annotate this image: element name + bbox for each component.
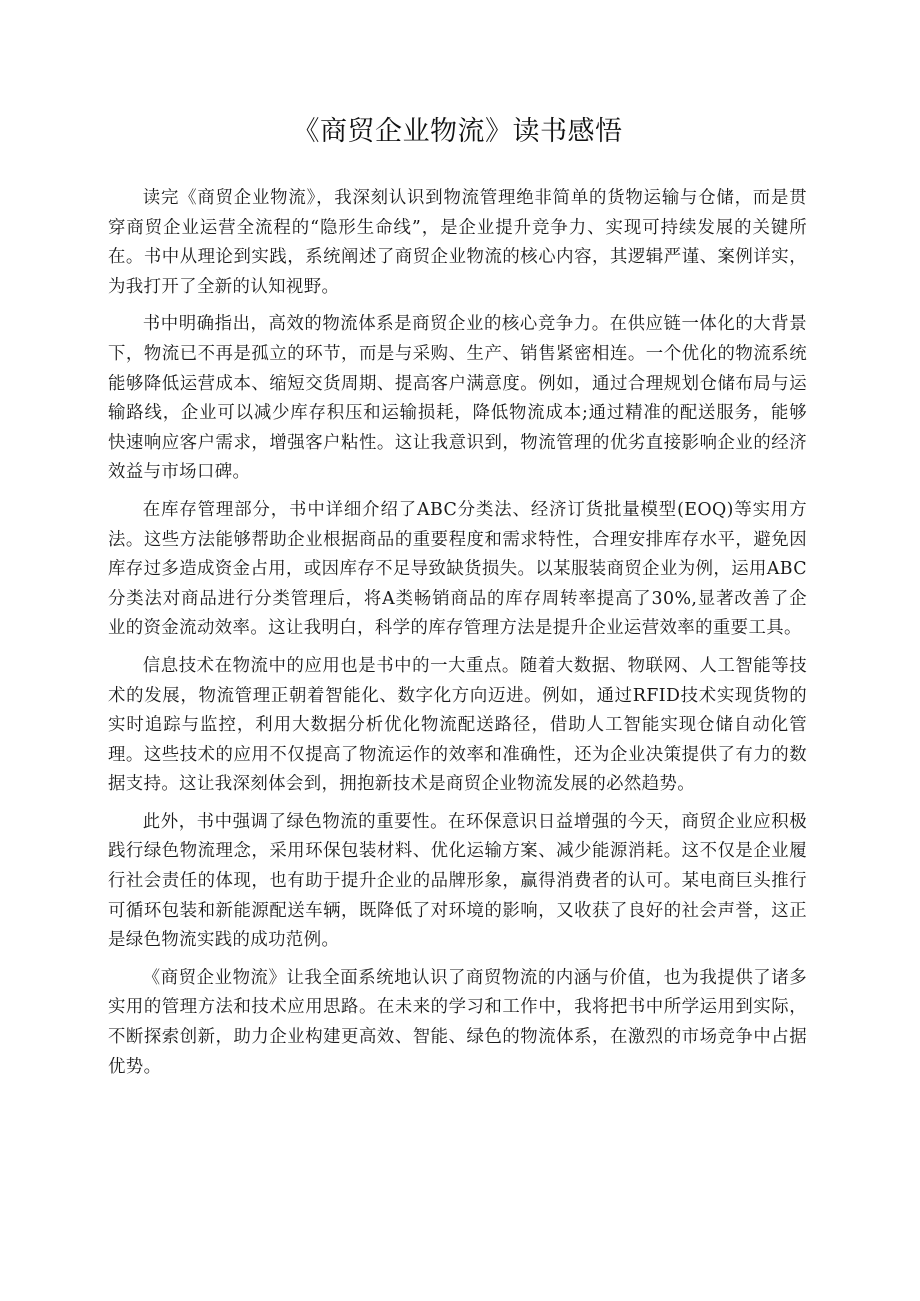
paragraph-core-competitiveness: 书中明确指出，高效的物流体系是商贸企业的核心竞争力。在供应链一体化的大背景下，物流已不再是孤立的环节，而是与采购、生产、销售紧密相连。一个优化的物流系统能够降低运营成本、缩短交货周期、提高客户满意度。例如，通过合理规划仓储布局与运输路线，企业可以减少库存积压和运输损耗，降低物流成本;通过精准的配送服务，能够快速响应客户需求，增强客户粘性。这让我意识到，物流管理的优劣直接影响企业的经济效益与市场口碑。 [108,314,807,483]
paragraph-green-logistics: 此外，书中强调了绿色物流的重要性。在环保意识日益增强的今天，商贸企业应积极践行绿色物流理念，采用环保包装材料、优化运输方案、减少能源消耗。这不仅是企业履行社会责任的体现，也有助于提升企业的品牌形象，赢得消费者的认可。某电商巨头推行可循环包装和新能源配送车辆，既降低了对环境的影响，又收获了良好的社会声誉，这正是绿色物流实践的成功范例。 [108,811,807,951]
paragraph-information-technology: 信息技术在物流中的应用也是书中的一大重点。随着大数据、物联网、人工智能等技术的发展，物流管理正朝着智能化、数字化方向迈进。例如，通过RFID技术实现货物的实时追踪与监控，利用大数据分析优化物流配送路径，借助人工智能实现仓储自动化管理。这些技术的应用不仅提高了物流运作的效率和准确性，还为企业决策提供了有力的数据支持。这让我深刻体会到，拥抱新技术是商贸企业物流发展的必然趋势。 [108,655,807,795]
document-title: 《商贸企业物流》读书感悟 [292,116,623,147]
paragraph-conclusion: 《商贸企业物流》让我全面系统地认识了商贸物流的内涵与价值，也为我提供了诸多实用的管理方法和技术应用思路。在未来的学习和工作中，我将把书中所学运用到实际，不断探索创新，助力企业构建更高效、智能、绿色的物流体系，在激烈的市场竞争中占据优势。 [108,967,807,1077]
paragraph-intro: 读完《商贸企业物流》，我深刻认识到物流管理绝非简单的货物运输与仓储，而是贯穿商贸企业运营全流程的“隐形生命线”，是企业提升竞争力、实现可持续发展的关键所在。书中从理论到实践，系统阐述了商贸企业物流的核心内容，其逻辑严谨、案例详实，为我打开了全新的认知视野。 [108,188,807,297]
paragraph-inventory-management: 在库存管理部分，书中详细介绍了ABC分类法、经济订货批量模型(EOQ)等实用方法。这些方法能够帮助企业根据商品的重要程度和需求特性，合理安排库存水平，避免因库存过多造成资金占用，或因库存不足导致缺货损失。以某服装商贸企业为例，运用ABC分类法对商品进行分类管理后，将A类畅销商品的库存周转率提高了30%,显著改善了企业的资金流动效率。这让我明白，科学的库存管理方法是提升企业运营效率的重要工具。 [108,499,807,639]
